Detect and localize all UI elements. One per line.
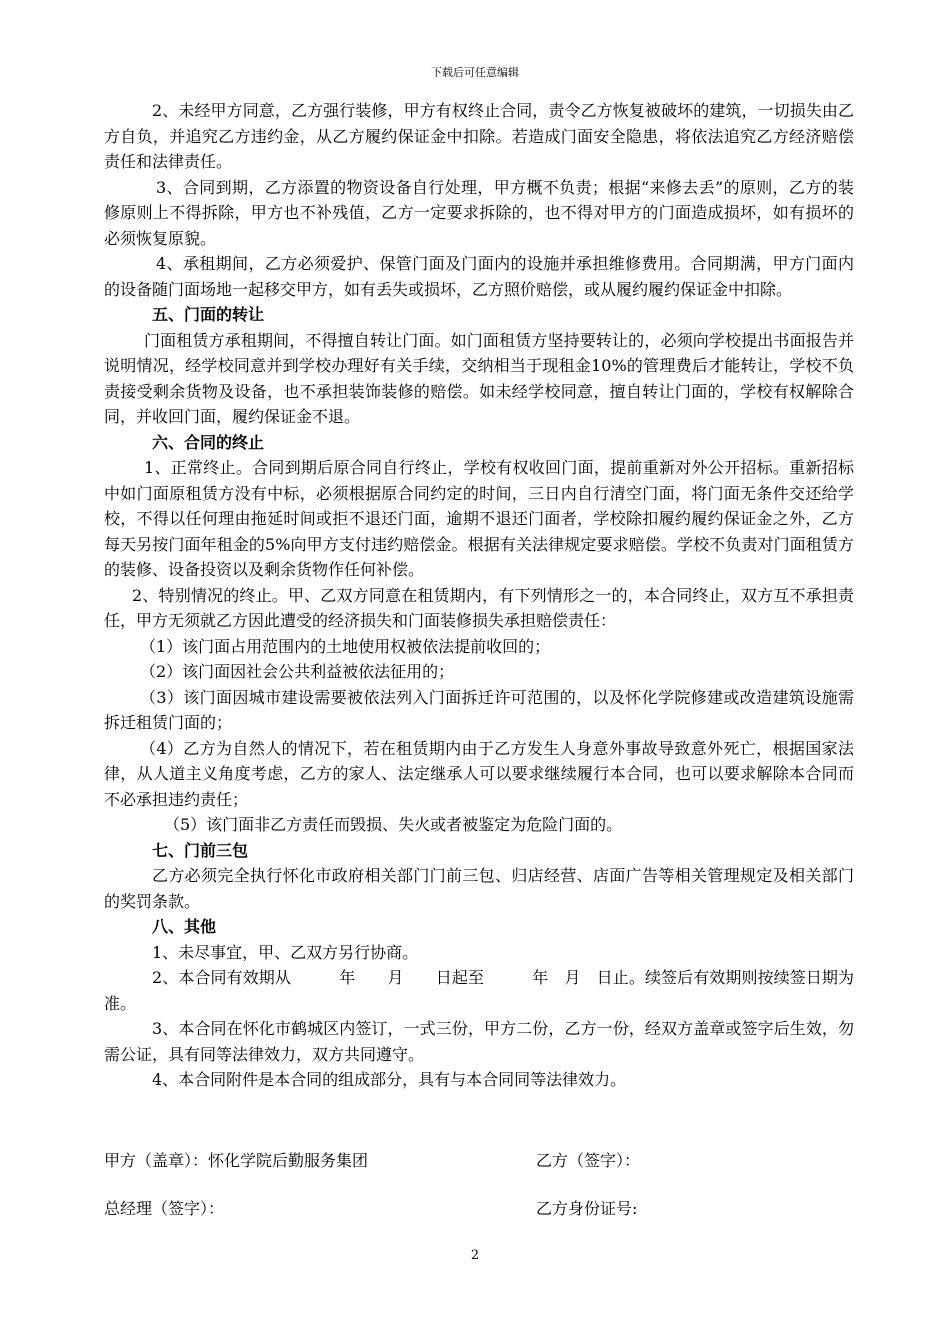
clause-paragraph: 1、正常终止。合同到期后原合同自行终止，学校有权收回门面，提前重新对外公开招标。重新招标中如门面原租赁方没有中标，必须根据原合同约定的时间，三日内自行清空门面，将门面无条件交还给学校，不得以任何理由拖延时间或拒不退还门面，逾期不退还门面者，学校除扣履约履约保证金之外，乙方每天另按门面年租金的5%向甲方支付违约赔偿金。根据有关法律规定要求赔偿。学校不负责对门面租赁方的装修、设备投资以及剩余货物作任何补偿。 bbox=[104, 458, 854, 579]
clause-paragraph: 4、本合同附件是本合同的组成部分，具有与本合同同等法律效力。 bbox=[152, 1070, 627, 1089]
clause-paragraph: 2、未经甲方同意，乙方强行装修，甲方有权终止合同，责令乙方恢复被破坏的建筑，一切损失由乙方自负，并追究乙方违约金，从乙方履约保证金中扣除。若造成门面安全隐患，将依法追究乙方经济赔偿责任和法律责任。 bbox=[104, 101, 854, 171]
manager-signature-label: 总经理（签字）： bbox=[104, 1199, 225, 1218]
clause-item: （5）该门面非乙方责任而毁损、失火或者被鉴定为危险门面的。 bbox=[164, 815, 623, 834]
page-number: 2 bbox=[470, 1248, 480, 1263]
clause-paragraph: 1、未尽事宜，甲、乙双方另行协商。 bbox=[152, 942, 419, 962]
section-heading: 七、门前三包 bbox=[152, 840, 249, 860]
clause-paragraph: 2、本合同有效期从 年 月 日起至 年 月 日止。续签后有效期则按续签日期为准。 bbox=[104, 968, 854, 1013]
clause-paragraph: 3、合同到期，乙方添置的物资设备自行处理，甲方概不负责；根据“来修去丢”的原则，乙方的装修原则上不得拆除，甲方也不补残值，乙方一定要求拆除的，也不得对甲方的门面造成损坏，如有损坏的必须恢复原貌。 bbox=[104, 177, 854, 248]
clause-item: （4）乙方为自然人的情况下，若在租赁期内由于乙方发生人身意外事故导致意外死亡，根据国家法律，从人道主义角度考虑，乙方的家人、法定继承人可以要求继续履行本合同，也可以要求解除本合同而不必承担违约责任； bbox=[104, 738, 854, 809]
clause-item: （1）该门面占用范围内的土地使用权被依法提前收回的； bbox=[140, 636, 551, 656]
party-b-id-label: 乙方身份证号: bbox=[536, 1199, 638, 1218]
clause-item: （3）该门面因城市建设需要被依法列入门面拆迁许可范围的，以及怀化学院修建或改造建筑设施需拆迁租赁门面的； bbox=[104, 687, 854, 732]
page-header-note: 下载后可任意编辑 bbox=[431, 66, 519, 79]
section-heading: 五、门面的转让 bbox=[152, 305, 265, 324]
clause-paragraph: 乙方必须完全执行怀化市政府相关部门门前三包、归店经营、店面广告等相关管理规定及相关部门的奖罚条款。 bbox=[104, 866, 854, 911]
section-heading: 八、其他 bbox=[152, 917, 217, 936]
clause-paragraph: 3、本合同在怀化市鹤城区内签订，一式三份，甲方二份，乙方一份，经双方盖章或签字后生效，勿需公证，具有同等法律效力，双方共同遵守。 bbox=[104, 1019, 854, 1064]
clause-paragraph: 2、特别情况的终止。甲、乙双方同意在租赁期内，有下列情形之一的，本合同终止，双方互不承担责任，甲方无须就乙方因此遭受的经济损失和门面装修损失承担赔偿责任： bbox=[104, 585, 854, 630]
clause-paragraph: 4、承租期间，乙方必须爱护、保管门面及门面内的设施并承担维修费用。合同期满，甲方门面内的设备随门面场地一起移交甲方，如有丢失或损坏，乙方照价赔偿，或从履约履约保证金中扣除。 bbox=[104, 254, 854, 299]
section-heading: 六、合同的终止 bbox=[152, 432, 265, 452]
party-b-signature-label: 乙方（签字）： bbox=[536, 1151, 641, 1170]
clause-item: （2）该门面因社会公共利益被依法征用的； bbox=[140, 662, 455, 681]
clause-paragraph: 门面租赁方承租期间，不得擅自转让门面。如门面租赁方坚持要转让的，必须向学校提出书面报告并说明情况，经学校同意并到学校办理好有关手续，交纳相当于现租金10%的管理费后才能转让，学校不负责接受剩余货物及设备，也不承担装饰装修的赔偿。如未经学校同意，擅自转让门面的，学校有权解除合同，并收回门面，履约保证金不退。 bbox=[104, 330, 854, 426]
contract-body bbox=[104, 98, 854, 1093]
party-a-seal-label: 甲方（盖章）：怀化学院后勤服务集团 bbox=[104, 1151, 369, 1170]
